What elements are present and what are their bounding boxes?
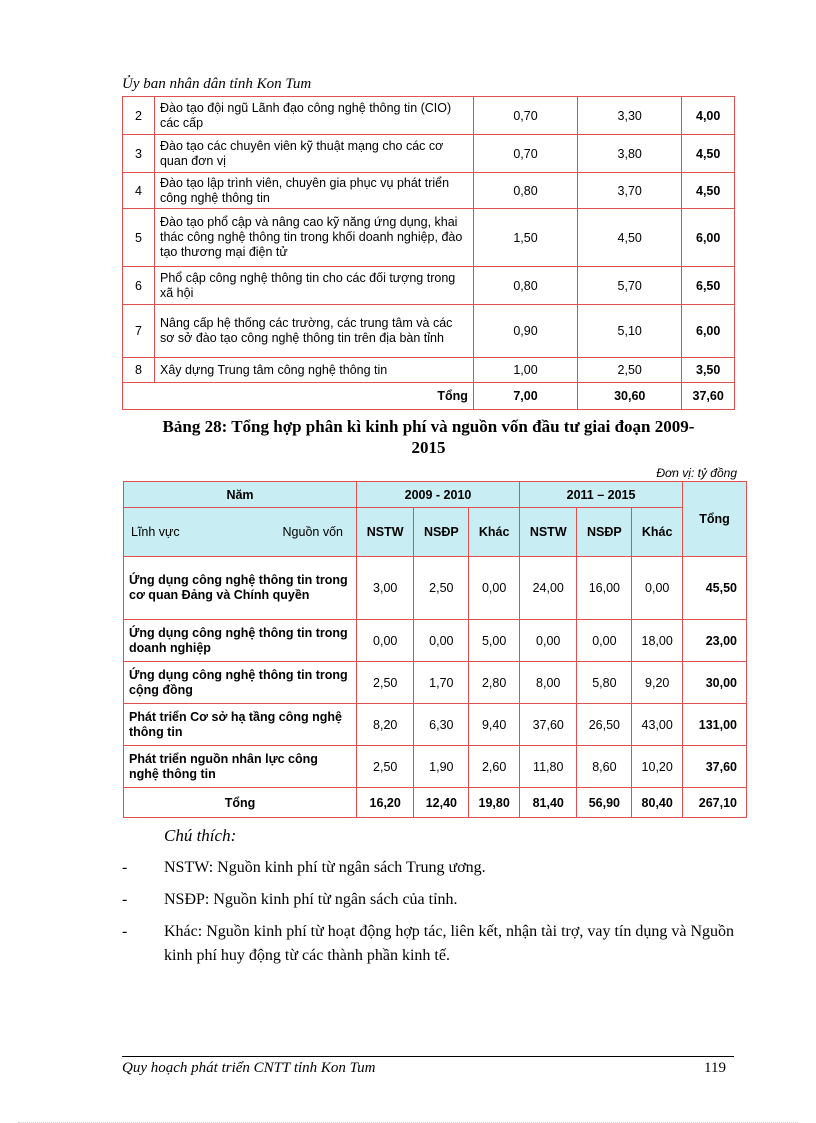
cell-value: 0,80: [473, 267, 577, 305]
row-field: Phát triển nguồn nhân lực công nghệ thông tin: [124, 746, 357, 788]
total-value: 16,20: [357, 788, 414, 818]
cell-total: 45,50: [683, 557, 747, 620]
cell-value: 2,50: [578, 358, 682, 383]
total-label: Tổng: [123, 383, 474, 410]
cell-value: 5,10: [578, 305, 682, 358]
investment-summary-table: [123, 481, 747, 818]
note-dash: -: [122, 859, 128, 876]
row-description: Đào tạo lập trình viên, chuyên gia phục vụ phát triển công nghệ thông tin: [154, 173, 473, 209]
cell-total: 30,00: [683, 662, 747, 704]
cell-value: 3,30: [578, 97, 682, 135]
header-nstw: NSTW: [520, 508, 577, 557]
cell-value: 8,00: [520, 662, 577, 704]
cell-value: 18,00: [632, 620, 683, 662]
row-description: Xây dựng Trung tâm công nghệ thông tin: [154, 358, 473, 383]
total-value: 19,80: [469, 788, 520, 818]
table-row: [123, 135, 735, 173]
cell-value: 1,00: [473, 358, 577, 383]
footer-title: Quy hoạch phát triển CNTT tỉnh Kon Tum: [122, 1060, 376, 1076]
cell-total: 4,00: [682, 97, 735, 135]
training-cost-table: [122, 96, 735, 410]
cell-value: 9,20: [632, 662, 683, 704]
row-description: Nâng cấp hệ thống các trường, các trung tâm và các sơ sở đào tạo công nghệ thông tin trên địa bàn tỉnh: [154, 305, 473, 358]
cell-value: 0,80: [473, 173, 577, 209]
total-value: 80,40: [632, 788, 683, 818]
header-khac: Khác: [632, 508, 683, 557]
header-field: Lĩnh vực: [131, 525, 180, 539]
note-item: [122, 856, 734, 880]
row-field: Phát triển Cơ sở hạ tầng công nghệ thông tin: [124, 704, 357, 746]
row-field: Ứng dụng công nghệ thông tin trong cơ quan Đảng và Chính quyền: [124, 557, 357, 620]
row-number: 6: [123, 267, 155, 305]
table-row: [123, 97, 735, 135]
cell-value: 2,50: [357, 662, 414, 704]
cell-total: 4,50: [682, 173, 735, 209]
total-label: Tổng: [124, 788, 357, 818]
note-text: NSTW: Nguồn kinh phí từ ngân sách Trung ương.: [164, 859, 486, 876]
cell-value: 2,50: [357, 746, 414, 788]
row-description: Đào tạo các chuyên viên kỹ thuật mạng cho các cơ quan đơn vị: [154, 135, 473, 173]
header-khac: Khác: [469, 508, 520, 557]
note-text: Khác: Nguồn kinh phí từ hoạt động hợp tác, liên kết, nhận tài trợ, vay tín dụng và Nguồn kinh phí huy động từ các thành phần kinh tế.: [164, 923, 734, 964]
cell-value: 0,00: [632, 557, 683, 620]
cell-total: 6,00: [682, 209, 735, 267]
cell-value: 26,50: [577, 704, 632, 746]
header-nsdp: NSĐP: [414, 508, 469, 557]
cell-value: 1,50: [473, 209, 577, 267]
table-row: [123, 358, 735, 383]
header-nsdp: NSĐP: [577, 508, 632, 557]
cell-total: 37,60: [683, 746, 747, 788]
note-dash: -: [122, 891, 128, 908]
unit-note: Đơn vị: tỷ đồng: [656, 466, 737, 480]
header-period-1: 2009 - 2010: [357, 482, 520, 508]
total-value: 12,40: [414, 788, 469, 818]
table-row: [123, 209, 735, 267]
cell-value: 2,50: [414, 557, 469, 620]
header-nstw: NSTW: [357, 508, 414, 557]
note-item: [122, 888, 734, 912]
row-description: Phổ cập công nghệ thông tin cho các đối tượng trong xã hội: [154, 267, 473, 305]
row-number: 7: [123, 305, 155, 358]
cell-total: 3,50: [682, 358, 735, 383]
cell-value: 37,60: [520, 704, 577, 746]
cell-value: 3,80: [578, 135, 682, 173]
cell-value: 5,70: [578, 267, 682, 305]
cell-value: 0,90: [473, 305, 577, 358]
cell-total: 23,00: [683, 620, 747, 662]
cell-value: 8,20: [357, 704, 414, 746]
cell-value: 6,30: [414, 704, 469, 746]
cell-value: 0,00: [520, 620, 577, 662]
cell-value: 0,00: [414, 620, 469, 662]
row-number: 5: [123, 209, 155, 267]
table-row: [123, 267, 735, 305]
cell-value: 9,40: [469, 704, 520, 746]
note-dash: -: [122, 923, 128, 940]
table-row: [124, 620, 747, 662]
row-field: Ứng dụng công nghệ thông tin trong cộng đồng: [124, 662, 357, 704]
cell-value: 5,80: [577, 662, 632, 704]
caption-line-2: 2015: [411, 438, 446, 457]
note-item: [122, 920, 734, 968]
cell-value: 10,20: [632, 746, 683, 788]
caption-line-1: Bảng 28: Tổng hợp phân kì kinh phí và nguồn vốn đầu tư giai đoạn 2009-: [162, 417, 695, 436]
cell-value: 0,70: [473, 135, 577, 173]
total-value: 81,40: [520, 788, 577, 818]
header-total: Tổng: [683, 482, 747, 557]
cell-value: 5,00: [469, 620, 520, 662]
row-description: Đào tạo phổ cập và nâng cao kỹ năng ứng dụng, khai thác công nghệ thông tin trong khối doanh nghiệp, đào tạo thương mại điện tử: [154, 209, 473, 267]
header-field-source: [124, 508, 357, 557]
cell-value: 3,70: [578, 173, 682, 209]
header-source: Nguồn vốn: [282, 525, 343, 539]
header-period-2: 2011 – 2015: [520, 482, 683, 508]
cell-value: 1,70: [414, 662, 469, 704]
note-text: NSĐP: Nguồn kinh phí từ ngân sách của tỉnh.: [164, 891, 458, 908]
cell-total: 4,50: [682, 135, 735, 173]
cell-value: 3,00: [357, 557, 414, 620]
row-field: Ứng dụng công nghệ thông tin trong doanh nghiệp: [124, 620, 357, 662]
total-value: 30,60: [578, 383, 682, 410]
row-number: 4: [123, 173, 155, 209]
row-number: 2: [123, 97, 155, 135]
table-row: [124, 704, 747, 746]
cell-value: 2,80: [469, 662, 520, 704]
table-total-row: [123, 383, 735, 410]
cell-value: 0,00: [357, 620, 414, 662]
cell-value: 4,50: [578, 209, 682, 267]
cell-value: 0,00: [577, 620, 632, 662]
table-row: [124, 557, 747, 620]
table-row: [123, 173, 735, 209]
table-row: [124, 662, 747, 704]
cell-value: 11,80: [520, 746, 577, 788]
total-value: 7,00: [473, 383, 577, 410]
header-agency: Ủy ban nhân dân tỉnh Kon Tum: [122, 76, 312, 92]
cell-value: 43,00: [632, 704, 683, 746]
cell-total: 6,00: [682, 305, 735, 358]
notes-section: [122, 824, 734, 968]
cell-total: 131,00: [683, 704, 747, 746]
cell-value: 2,60: [469, 746, 520, 788]
table-row: [123, 305, 735, 358]
notes-title: Chú thích:: [164, 826, 237, 845]
table-total-row: [124, 788, 747, 818]
page-number: 119: [704, 1060, 726, 1076]
total-value: 267,10: [683, 788, 747, 818]
footer-divider: [122, 1056, 734, 1057]
cell-value: 1,90: [414, 746, 469, 788]
header-year: Năm: [124, 482, 357, 508]
table-row: [124, 746, 747, 788]
row-number: 3: [123, 135, 155, 173]
cell-value: 8,60: [577, 746, 632, 788]
cell-value: 0,70: [473, 97, 577, 135]
row-description: Đào tạo đội ngũ Lãnh đạo công nghệ thông tin (CIO) các cấp: [154, 97, 473, 135]
total-value: 37,60: [682, 383, 735, 410]
cell-value: 16,00: [577, 557, 632, 620]
cell-total: 6,50: [682, 267, 735, 305]
row-number: 8: [123, 358, 155, 383]
table-caption: [122, 416, 735, 458]
total-value: 56,90: [577, 788, 632, 818]
cell-value: 0,00: [469, 557, 520, 620]
cell-value: 24,00: [520, 557, 577, 620]
